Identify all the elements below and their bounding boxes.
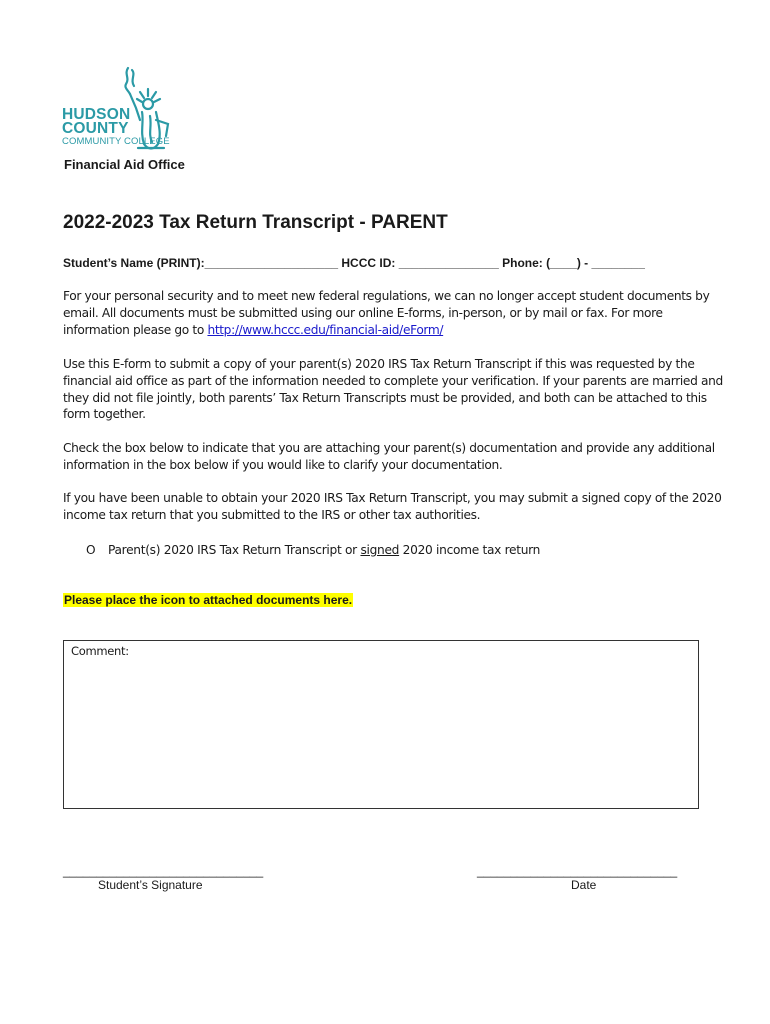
option-checkbox[interactable]: O <box>86 543 96 557</box>
comment-label: Comment: <box>71 644 129 658</box>
option-label-after: 2020 income tax return <box>399 543 541 557</box>
option-label-before: Parent(s) 2020 IRS Tax Return Transcript or <box>108 543 361 557</box>
security-paragraph-text: For your personal security and to meet new federal regulations, we can no longer accept student documents by email. All documents must be submitted using our online E-forms, in-person, or by mail or fax. For more information please go to <box>63 289 710 337</box>
logo-line-county: COUNTY <box>62 120 129 137</box>
office-name: Financial Aid Office <box>64 157 185 172</box>
page-title: 2022-2023 Tax Return Transcript - PARENT <box>63 212 448 233</box>
student-signature-label: Student’s Signature <box>98 878 203 892</box>
student-info-line: Student’s Name (PRINT):____________________ HCCC ID: _______________ Phone: (____) - ________ <box>63 256 645 270</box>
date-label: Date <box>571 878 597 892</box>
logo-wordmark <box>62 108 170 148</box>
college-logo <box>62 64 184 158</box>
eform-instructions-paragraph: Use this E-form to submit a copy of your parent(s) 2020 IRS Tax Return Transcript if this was requested by the financial aid office as part of the information needed to complete your verification. If your parents are married and they did not file jointly, both parents’ Tax Return Transcripts must be provided, and both can be attached to this form together. <box>63 357 723 422</box>
student-signature-line: ______________________________ <box>63 864 264 878</box>
eform-link[interactable]: http://www.hccc.edu/financial-aid/eForm/ <box>207 322 444 337</box>
logo-line-hudson: HUDSON <box>62 106 131 123</box>
attach-documents-note: Please place the icon to attached documents here. <box>64 593 353 607</box>
alternative-documents-paragraph: If you have been unable to obtain your 2020 IRS Tax Return Transcript, you may submit a signed copy of the 2020 income tax return that you submitted to the IRS or other tax authorities. <box>63 491 722 522</box>
comment-field[interactable] <box>63 640 699 809</box>
security-paragraph <box>63 288 727 338</box>
date-line: ______________________________ <box>477 864 678 878</box>
logo-line-college: COMMUNITY COLLEGE <box>62 136 170 147</box>
option-label-underlined: signed <box>360 543 400 557</box>
parent-transcript-option[interactable] <box>86 543 540 557</box>
checkbox-instructions-paragraph: Check the box below to indicate that you are attaching your parent(s) documentation and provide any additional information in the box below if you would like to clarify your documentation. <box>63 441 715 472</box>
